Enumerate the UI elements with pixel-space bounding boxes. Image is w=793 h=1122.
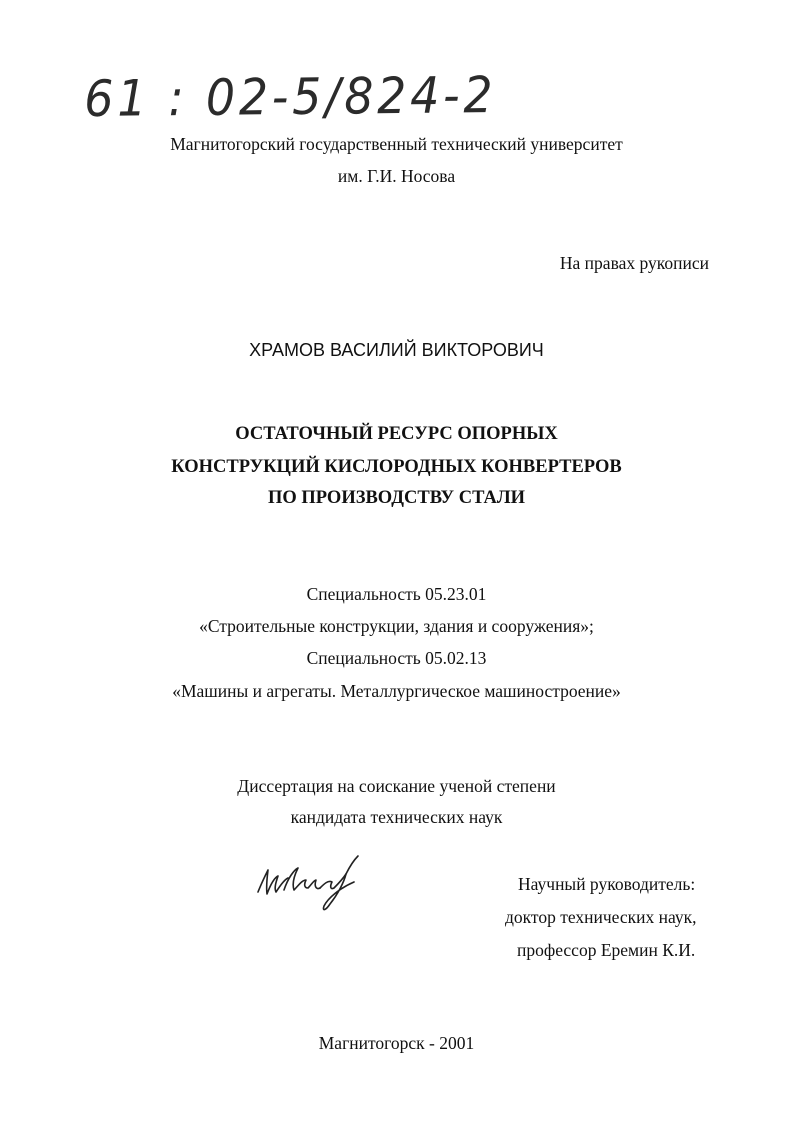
university-honorific: им. Г.И. Носова xyxy=(337,166,456,186)
specialty-name-2: «Машины и агрегаты. Металлургическое машиностроение» xyxy=(172,681,621,701)
specialty-code-2: Специальность 05.02.13 xyxy=(306,648,487,668)
supervisor-degree: доктор технических наук, xyxy=(505,907,697,927)
university-name: Магнитогорский государственный технический университет xyxy=(170,134,623,154)
degree-line-1: Диссертация на соискание ученой степени xyxy=(237,776,556,796)
place-and-year: Магнитогорск - 2001 xyxy=(318,1033,475,1053)
author-signature xyxy=(254,852,374,916)
thesis-title-line-1: ОСТАТОЧНЫЙ РЕСУРС ОПОРНЫХ xyxy=(235,424,558,444)
thesis-title-line-3: ПО ПРОИЗВОДСТВУ СТАЛИ xyxy=(267,488,526,508)
manuscript-note: На правах рукописи xyxy=(559,253,709,273)
thesis-title-line-2: КОНСТРУКЦИЙ КИСЛОРОДНЫХ КОНВЕРТЕРОВ xyxy=(171,457,622,477)
author-name: ХРАМОВ ВАСИЛИЙ ВИКТОРОВИЧ xyxy=(249,340,544,360)
specialty-code-1: Специальность 05.23.01 xyxy=(306,584,487,604)
supervisor-label: Научный руководитель: xyxy=(518,874,696,894)
supervisor-name: профессор Еремин К.И. xyxy=(517,940,696,960)
archive-number: 61 : 02-5/824-2 xyxy=(84,66,497,128)
degree-line-2: кандидата технических наук xyxy=(290,807,503,827)
specialty-name-1: «Строительные конструкции, здания и сооружения»; xyxy=(199,616,594,636)
